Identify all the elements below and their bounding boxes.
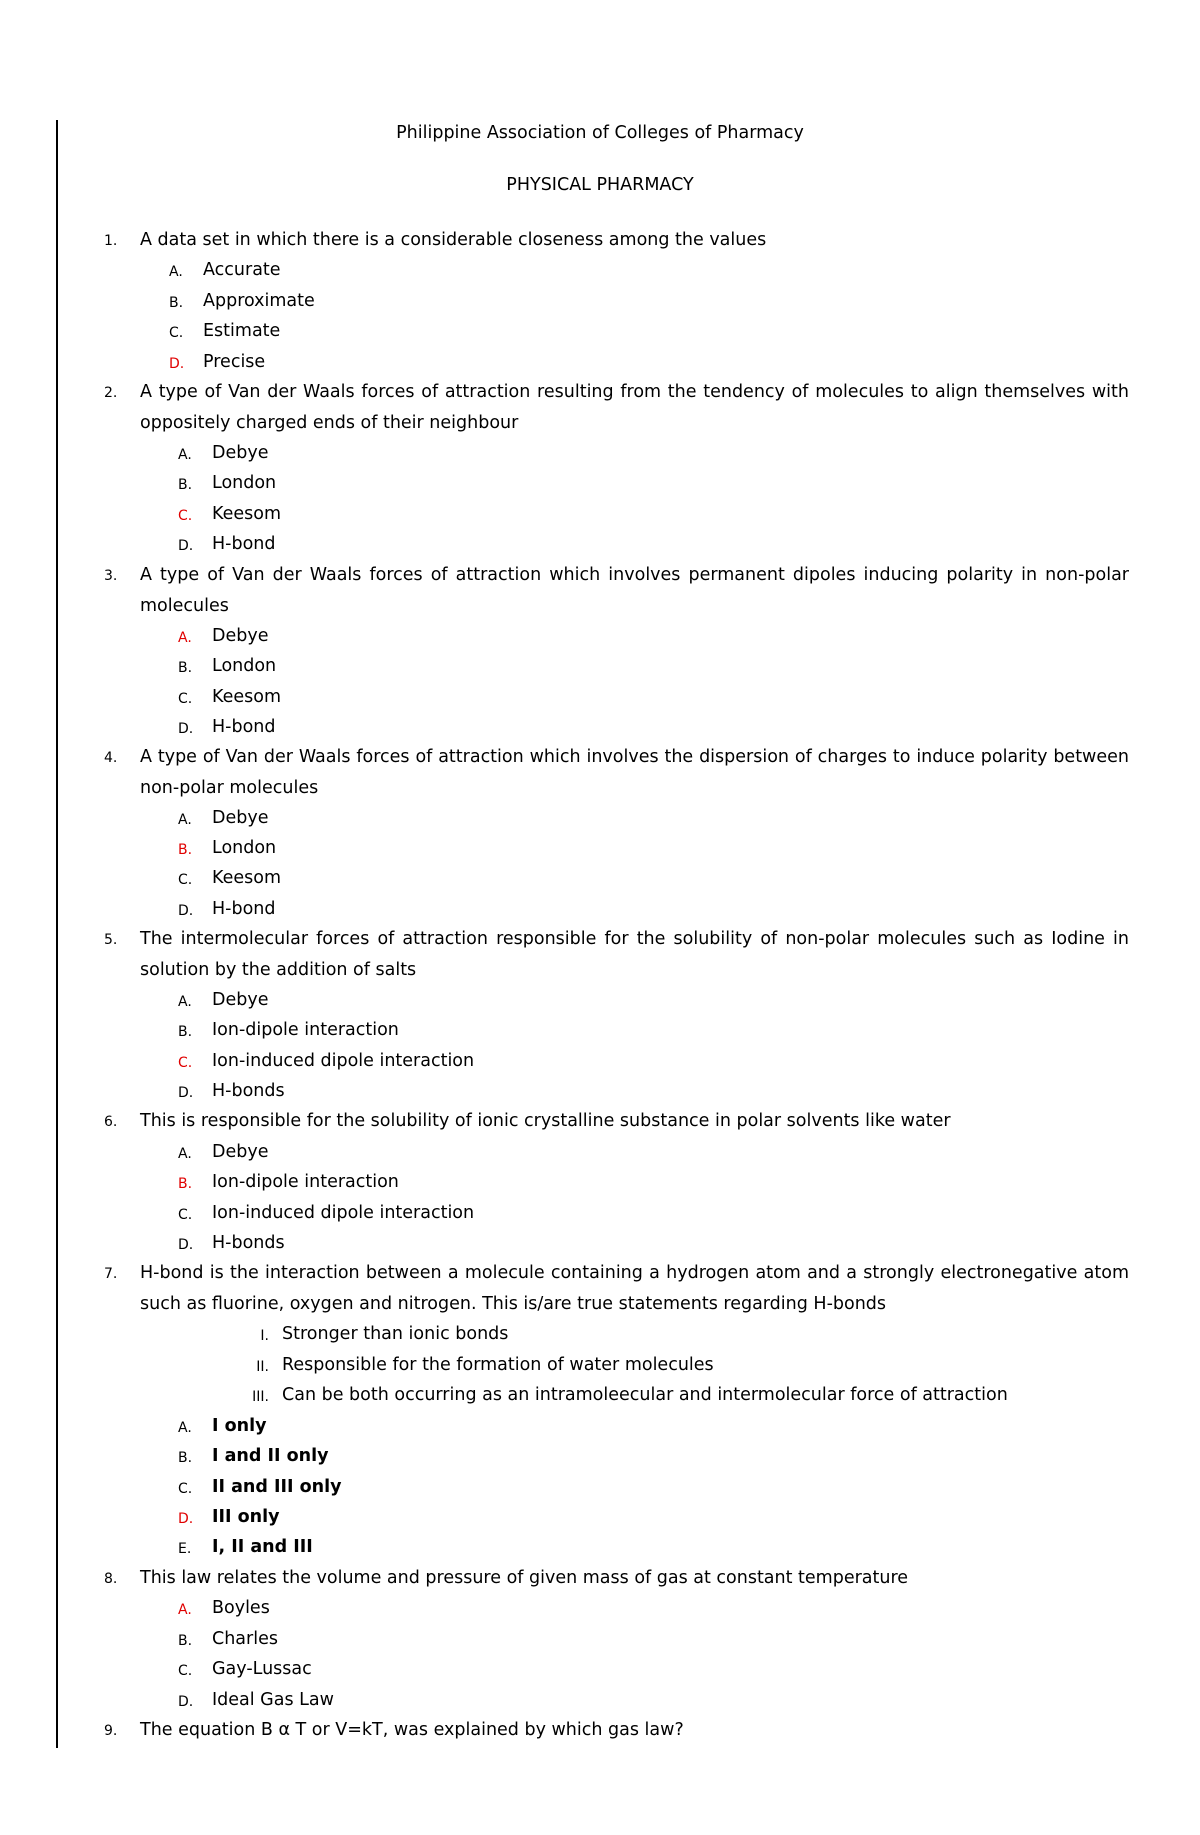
- answer-letter: B.: [178, 842, 193, 858]
- option-letter: C.: [178, 1207, 193, 1223]
- option-letter: A.: [178, 447, 192, 463]
- option-a[interactable]: [178, 1411, 267, 1442]
- statement-numeral: I.: [260, 1328, 269, 1344]
- option-text: Precise: [203, 352, 266, 372]
- option-a[interactable]: [178, 621, 269, 652]
- option-letter: C.: [178, 1663, 193, 1679]
- option-letter: A.: [178, 1420, 192, 1436]
- question-number: 6.: [104, 1114, 118, 1130]
- option-text: Keesom: [212, 868, 282, 888]
- question-5: [104, 924, 1129, 985]
- option-a[interactable]: [178, 985, 269, 1016]
- option-text: Keesom: [212, 687, 282, 707]
- question-4: [104, 742, 1129, 803]
- option-text: II and III only: [212, 1477, 342, 1497]
- option-letter: E.: [178, 1541, 192, 1557]
- option-text: London: [212, 838, 277, 858]
- option-c[interactable]: [178, 682, 282, 713]
- option-d[interactable]: [178, 1502, 280, 1533]
- answer-letter: C.: [178, 1055, 193, 1071]
- option-text: London: [212, 656, 277, 676]
- question-number: 1.: [104, 233, 118, 249]
- option-b[interactable]: [178, 1015, 399, 1046]
- option-text: Accurate: [203, 260, 281, 280]
- option-text: Boyles: [212, 1598, 270, 1618]
- option-text: I, II and III: [212, 1537, 313, 1557]
- option-c[interactable]: [178, 1472, 342, 1503]
- option-text: Debye: [212, 808, 269, 828]
- option-d[interactable]: [178, 1685, 334, 1716]
- option-c[interactable]: [169, 316, 281, 347]
- question-text: The equation B α T or V=kT, was explained by which gas law?: [140, 1720, 684, 1740]
- option-letter: C.: [169, 325, 184, 341]
- option-letter: C.: [178, 1481, 193, 1497]
- statement-text: Can be both occurring as an intramoleecular and intermolecular force of attraction: [282, 1385, 1008, 1405]
- option-e[interactable]: [178, 1532, 313, 1563]
- option-d[interactable]: [178, 712, 276, 743]
- option-a[interactable]: [169, 255, 281, 286]
- question-1: [104, 225, 1129, 256]
- option-text: H-bond: [212, 717, 276, 737]
- option-letter: D.: [178, 538, 194, 554]
- option-text: Ion-induced dipole interaction: [212, 1051, 475, 1071]
- question-number: 2.: [104, 385, 118, 401]
- option-text: London: [212, 473, 277, 493]
- question-text: A type of Van der Waals forces of attraction which involves permanent dipoles inducing polarity in non-polar molecules: [140, 565, 1129, 616]
- option-a[interactable]: [178, 1593, 270, 1624]
- answer-letter: B.: [178, 1176, 193, 1192]
- statement-text: Stronger than ionic bonds: [282, 1324, 509, 1344]
- option-c[interactable]: [178, 1198, 475, 1229]
- option-d[interactable]: [178, 1076, 285, 1107]
- statement-numeral: III.: [252, 1389, 269, 1405]
- question-8: [104, 1563, 1129, 1594]
- option-text: H-bond: [212, 534, 276, 554]
- option-c[interactable]: [178, 1654, 312, 1685]
- option-letter: A.: [178, 994, 192, 1010]
- option-text: Debye: [212, 626, 269, 646]
- question-3: [104, 560, 1129, 621]
- answer-letter: A.: [178, 630, 192, 646]
- question-9: [104, 1715, 1129, 1746]
- option-text: Ion-dipole interaction: [212, 1020, 399, 1040]
- question-number: 7.: [104, 1266, 118, 1282]
- question-7: [104, 1258, 1129, 1319]
- option-d[interactable]: [178, 1228, 285, 1259]
- option-letter: B.: [178, 1633, 193, 1649]
- left-margin-bar: [56, 120, 58, 1748]
- option-a[interactable]: [178, 803, 269, 834]
- question-2: [104, 377, 1129, 438]
- option-letter: B.: [178, 477, 193, 493]
- option-text: Gay-Lussac: [212, 1659, 312, 1679]
- option-text: Ion-dipole interaction: [212, 1172, 399, 1192]
- option-letter: D.: [178, 1237, 194, 1253]
- option-d[interactable]: [169, 347, 266, 378]
- option-b[interactable]: [178, 651, 277, 682]
- option-letter: B.: [169, 295, 184, 311]
- option-b[interactable]: [178, 1441, 329, 1472]
- option-letter: D.: [178, 1085, 194, 1101]
- statement-numeral: II.: [256, 1359, 269, 1375]
- question-6: [104, 1106, 1129, 1137]
- option-a[interactable]: [178, 438, 269, 469]
- question-text: This is responsible for the solubility of ionic crystalline substance in polar solvents like water: [140, 1111, 951, 1131]
- option-text: Ideal Gas Law: [212, 1690, 334, 1710]
- option-letter: B.: [178, 660, 193, 676]
- option-b[interactable]: [169, 286, 315, 317]
- option-text: Debye: [212, 990, 269, 1010]
- option-b[interactable]: [178, 1624, 278, 1655]
- organization-title: Philippine Association of Colleges of Pharmacy: [396, 123, 804, 143]
- question-number: 9.: [104, 1723, 118, 1739]
- option-text: Ion-induced dipole interaction: [212, 1203, 475, 1223]
- option-letter: B.: [178, 1450, 193, 1466]
- option-c[interactable]: [178, 499, 282, 530]
- statement-ii: [256, 1350, 714, 1381]
- question-text: A data set in which there is a considerable closeness among the values: [140, 230, 767, 250]
- option-a[interactable]: [178, 1137, 269, 1168]
- answer-letter: A.: [178, 1602, 192, 1618]
- question-number: 4.: [104, 750, 118, 766]
- option-b[interactable]: [178, 833, 277, 864]
- option-letter: D.: [178, 1694, 194, 1710]
- option-text: Approximate: [203, 291, 315, 311]
- option-letter: C.: [178, 872, 193, 888]
- option-text: III only: [212, 1507, 280, 1527]
- question-number: 5.: [104, 932, 118, 948]
- option-text: H-bond: [212, 899, 276, 919]
- option-text: I only: [212, 1416, 267, 1436]
- statement-text: Responsible for the formation of water molecules: [282, 1355, 714, 1375]
- option-text: Estimate: [203, 321, 281, 341]
- question-text: The intermolecular forces of attraction responsible for the solubility of non-polar molecules such as Iodine in solution by the addition of salts: [140, 929, 1129, 980]
- statement-iii: [252, 1380, 1008, 1411]
- option-d[interactable]: [178, 529, 276, 560]
- option-text: Debye: [212, 443, 269, 463]
- answer-letter: C.: [178, 508, 193, 524]
- question-text: A type of Van der Waals forces of attraction resulting from the tendency of molecules to align themselves with oppositely charged ends of their neighbour: [140, 382, 1129, 433]
- question-text: H-bond is the interaction between a molecule containing a hydrogen atom and a strongly electronegative atom such as fluorine, oxygen and nitrogen. This is/are true statements regarding H-bonds: [140, 1263, 1129, 1314]
- answer-letter: D.: [169, 356, 185, 372]
- option-c[interactable]: [178, 863, 282, 894]
- question-number: 3.: [104, 568, 118, 584]
- option-letter: B.: [178, 1024, 193, 1040]
- option-letter: A.: [178, 812, 192, 828]
- question-number: 8.: [104, 1571, 118, 1587]
- option-text: Charles: [212, 1629, 278, 1649]
- option-c[interactable]: [178, 1046, 475, 1077]
- subject-title: PHYSICAL PHARMACY: [506, 175, 694, 195]
- option-text: Keesom: [212, 504, 282, 524]
- option-letter: D.: [178, 721, 194, 737]
- option-d[interactable]: [178, 894, 276, 925]
- option-text: I and II only: [212, 1446, 329, 1466]
- statement-i: [260, 1319, 509, 1350]
- option-letter: C.: [178, 691, 193, 707]
- option-text: H-bonds: [212, 1081, 285, 1101]
- question-text: This law relates the volume and pressure of given mass of gas at constant temperature: [140, 1568, 909, 1588]
- option-letter: A.: [169, 264, 183, 280]
- option-letter: A.: [178, 1146, 192, 1162]
- question-text: A type of Van der Waals forces of attraction which involves the dispersion of charges to induce polarity between non-polar molecules: [140, 747, 1129, 798]
- option-b[interactable]: [178, 468, 277, 499]
- option-text: H-bonds: [212, 1233, 285, 1253]
- option-letter: D.: [178, 903, 194, 919]
- answer-letter: D.: [178, 1511, 194, 1527]
- option-b[interactable]: [178, 1167, 399, 1198]
- option-text: Debye: [212, 1142, 269, 1162]
